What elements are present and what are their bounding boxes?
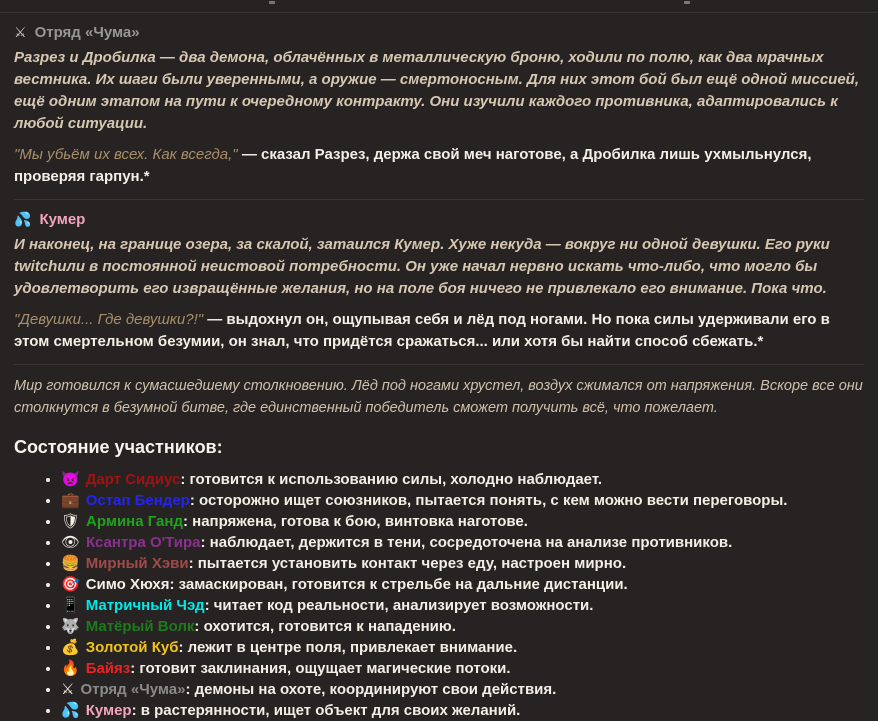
message-divider <box>14 364 864 365</box>
participant-row <box>61 490 864 511</box>
message-author-name[interactable]: Кумер <box>39 210 86 228</box>
participant-row <box>61 469 864 490</box>
participant-row <box>61 658 864 679</box>
participant-status: : пытается установить контакт через еду, настроен мирно. <box>188 555 627 572</box>
participant-status: : осторожно ищет союзников, пытается понять, с кем можно вести переговоры. <box>189 492 788 509</box>
speech-attribution: — выдохнул он, ощупывая себя и лёд под ногами. Но пока силы удерживали его в этом смертельном безумии, он знал, что придётся сражаться... или хотя бы найти способ сбежать.* <box>14 311 830 350</box>
target-icon: 🎯 <box>61 576 80 593</box>
clipped-previous-message <box>0 0 878 12</box>
participant-name[interactable]: Матёрый Волк <box>85 618 195 635</box>
participant-row <box>61 679 864 700</box>
crossed-swords-icon: ⚔ <box>14 24 27 40</box>
participant-row <box>61 553 864 574</box>
participant-row <box>61 574 864 595</box>
participant-status: : демоны на охоте, координируют свои действия. <box>185 681 557 698</box>
devil-face-icon: 👿 <box>61 471 80 488</box>
message-header <box>14 22 864 42</box>
fire-icon: 🔥 <box>61 660 80 677</box>
wolf-icon: 🐺 <box>61 618 80 635</box>
participant-status: : в растерянности, ищет объект для своих желаний. <box>131 702 521 719</box>
message-author-name[interactable]: Отряд «Чума» <box>34 23 140 41</box>
narrative-paragraph: Разрез и Дробилка — два демона, облачённых в металлическую броню, ходили по полю, как два мрачных вестника. Их шаги были уверенными, а оружие — смертоносным. Для них этот бой был ещё одной миссией, ещё одним этапом на пути к очередному контракту. Они изучили каждого противника, адаптировались к любой ситуации. <box>14 49 860 132</box>
participant-row <box>61 637 864 658</box>
money-bag-icon: 💰 <box>61 639 80 656</box>
clipped-text-fragment <box>269 1 275 4</box>
participant-status: : наблюдает, держится в тени, сосредоточена на анализе противников. <box>200 534 733 551</box>
participant-name[interactable]: Матричный Чэд <box>85 597 205 614</box>
participant-row <box>61 511 864 532</box>
crossed-swords-icon: ⚔ <box>61 681 75 698</box>
participant-name[interactable]: Армина Ганд <box>86 513 183 530</box>
message-block-kumer <box>14 209 864 353</box>
narrative-text: И наконец, на границе озера, за скалой, затаился <box>14 236 395 253</box>
participant-status: : готовится к использованию силы, холодно наблюдает. <box>180 471 603 488</box>
participant-name[interactable]: Отряд «Чума» <box>80 681 186 698</box>
participant-row <box>61 700 864 721</box>
participant-status: : читает код реальности, анализирует возможности. <box>204 597 594 614</box>
message-divider <box>0 12 878 13</box>
sweat-drops-icon: 💦 <box>61 702 80 719</box>
participant-name[interactable]: Ксантра О'Тира <box>86 534 201 551</box>
mobile-phone-icon: 📱 <box>61 597 80 614</box>
briefcase-icon: 💼 <box>61 492 80 509</box>
participant-status: : напряжена, готова к бою, винтовка наготове. <box>182 513 528 530</box>
narrative-paragraph <box>14 234 864 300</box>
dialogue-paragraph <box>14 309 864 353</box>
participant-status: : замаскирован, готовится к стрельбе на дальние дистанции. <box>169 576 628 593</box>
sweat-drops-icon: 💦 <box>14 211 32 227</box>
message-divider <box>14 199 864 200</box>
participant-name[interactable]: Кумер <box>85 702 132 719</box>
participant-status: : охотится, готовится к нападению. <box>194 618 456 635</box>
participant-name[interactable]: Байяз <box>85 660 131 677</box>
character-name-emphasis: Кумер <box>394 236 441 253</box>
participants-list <box>14 469 864 721</box>
participant-status: : лежит в центре поля, привлекает внимание. <box>178 639 518 656</box>
participant-status: : готовит заклинания, ощущает магические потоки. <box>130 660 511 677</box>
burger-icon: 🍔 <box>61 555 80 572</box>
message-block-plague-squad <box>14 22 864 188</box>
message-header <box>14 209 864 229</box>
quoted-speech: "Девушки... Где девушки?!" <box>14 311 208 328</box>
speech-attribution: — сказал Разрез, держа свой меч наготове, а Дробилка лишь ухмыльнулся, проверяя гарпун.* <box>14 146 812 185</box>
participant-name[interactable]: Остап Бендер <box>85 492 190 509</box>
participant-name[interactable]: Дарт Сидиус <box>85 471 181 488</box>
message-list <box>0 22 878 721</box>
participant-name[interactable]: Золотой Куб <box>85 639 179 656</box>
narrative-text: . Хуже некуда — вокруг ни одной девушки. Его руки twitchили в постоянной неистовой потребности. Он уже начал нервно искать что-либо, что могло бы удовлетворить его извращённые желания, но на поле боя ничего не привлекало его внимание. Пока что. <box>14 236 830 297</box>
clipped-text-fragment <box>684 1 690 4</box>
shield-icon: 🛡 <box>61 513 81 530</box>
participant-row <box>61 616 864 637</box>
participant-row <box>61 595 864 616</box>
participant-row <box>61 532 864 553</box>
quoted-speech: "Мы убьём их всех. Как всегда," <box>14 146 242 163</box>
participant-name[interactable]: Мирный Хэви <box>85 555 189 572</box>
dialogue-paragraph <box>14 144 864 188</box>
epilogue-paragraph: Мир готовился к сумасшедшему столкновению. Лёд под ногами хрустел, воздух сжимался от напряжения. Вскоре все они столкнутся в безумной битве, где единственный победитель сможет получить всё, что пожелает. <box>14 378 863 416</box>
eye-icon: 👁 <box>61 534 81 551</box>
participants-heading: Состояние участников: <box>14 437 223 457</box>
participant-name[interactable]: Симо Хюхя <box>85 576 170 593</box>
